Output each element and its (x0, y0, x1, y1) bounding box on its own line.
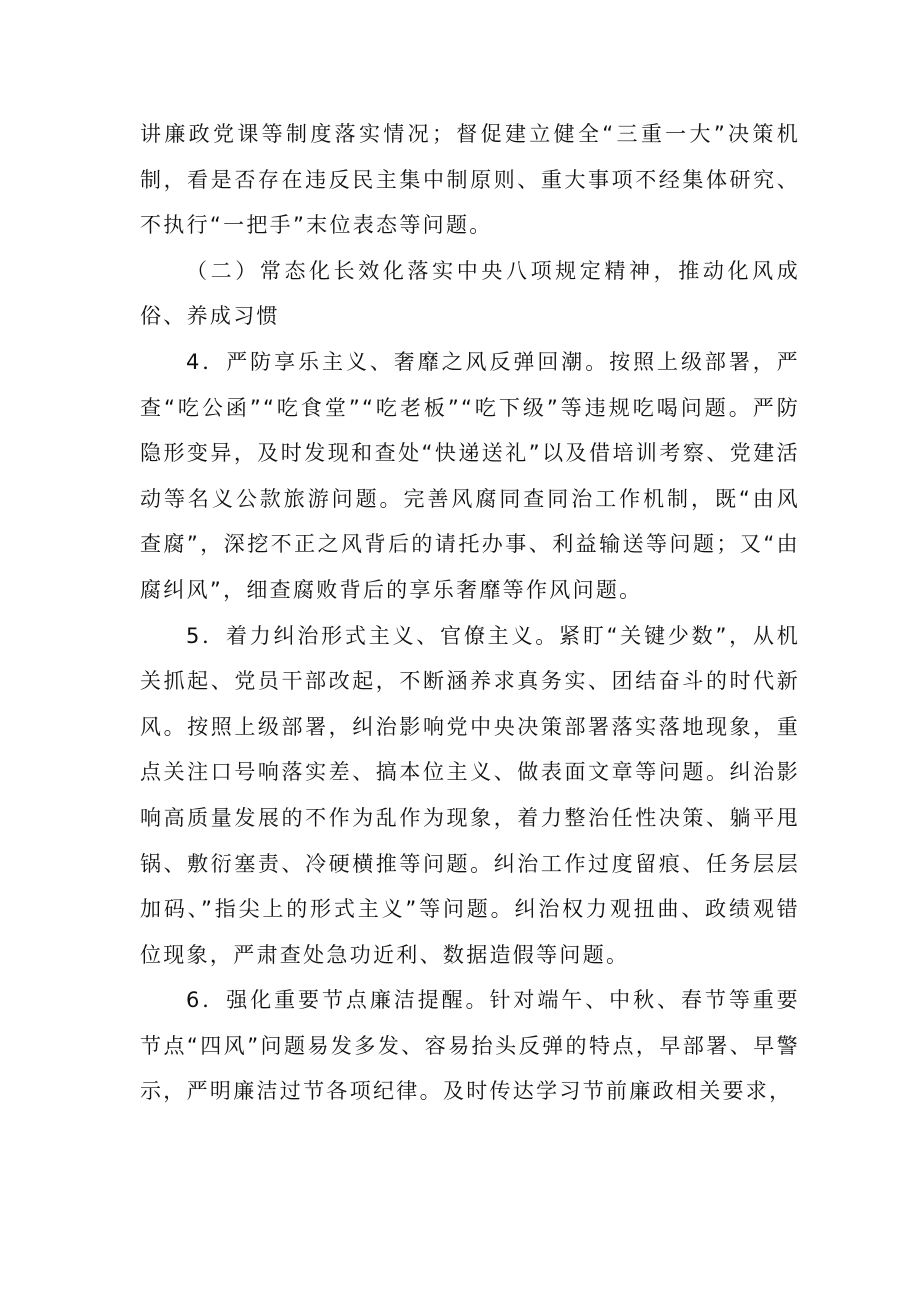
paragraph-item-4: 4．严防享乐主义、奢靡之风反弹回潮。按照上级部署，严查“吃公函”“吃食堂”“吃老板”“吃下级”等违规吃喝问题。严防隐形变异，及时发现和查处“快递送礼”以及借培训考察、党建活动等名义公款旅游问题。完善风腐同查同治工作机制，既“由风查腐”，深挖不正之风背后的请托办事、利益输送等问题；又“由腐纠风”，细查腐败背后的享乐奢靡等作风问题。 (140, 349, 800, 602)
section-heading-2: （二）常态化长效化落实中央八项规定精神，推动化风成俗、养成习惯 (140, 258, 800, 329)
paragraph-item-6: 6．强化重要节点廉洁提醒。针对端午、中秋、春节等重要节点“四风”问题易发多发、容易抬头反弹的特点，早部署、早警示，严明廉洁过节各项纪律。及时传达学习节前廉政相关要求， (140, 988, 800, 1104)
paragraph-item-5: 5．着力纠治形式主义、官僚主义。紧盯“关键少数”，从机关抓起、党员干部改起，不断涵养求真务实、团结奋斗的时代新风。按照上级部署，纠治影响党中央决策部署落实落地现象，重点关注口号响落实差、搞本位主义、做表面文章等问题。纠治影响高质量发展的不作为乱作为现象，着力整治任性决策、躺平甩锅、敷衍塞责、冷硬横推等问题。纠治工作过度留痕、任务层层加码、”指尖上的形式主义”等问题。纠治权力观扭曲、政绩观错位现象，严肃查处急功近利、数据造假等问题。 (140, 623, 800, 967)
paragraph-continuation: 讲廉政党课等制度落实情况；督促建立健全“三重一大”决策机制，看是否存在违反民主集中制原则、重大事项不经集体研究、不执行“一把手”末位表态等问题。 (140, 122, 800, 238)
document-page (140, 112, 800, 1115)
